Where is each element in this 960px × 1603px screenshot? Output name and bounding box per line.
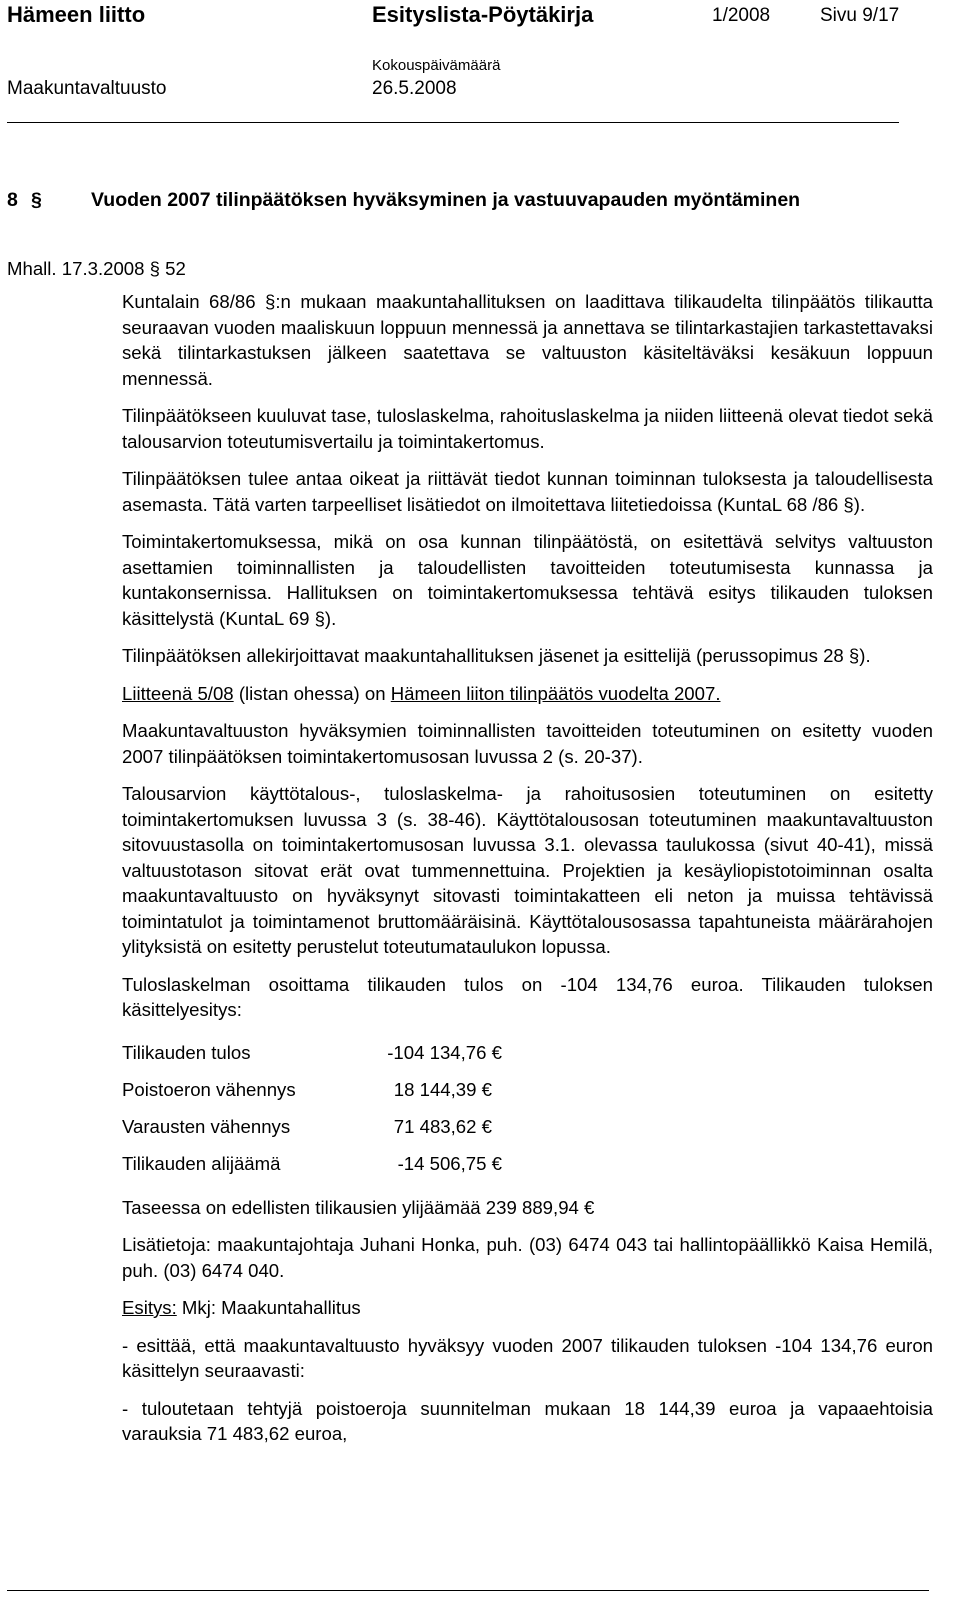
paragraph: Talousarvion käyttötalous-, tuloslaskelma- ja rahoitusosien toteutuminen on esitetty toimintakertomuksen luvussa 3 (s. 38-46). Käyttötalousosan toteutuminen maakuntavaltuuston sitovuustasolla on toimintakertomusosan luvussa 3.1. olevassa taulukossa (sivut 40-41), missä valtuustotason sitovat erät ovat tummennettuina. Projektien ja kesäyliopistotoiminnan osalta maakuntavaltuusto on hyväksynyt sitovasti toimintakatteen eli neton ja muissa tehtävissä toimintatulot ja toimintamenot bruttomääräisinä. Käyttötalousosassa tapahtuneista määrärahojen ylityksistä on esitetty perustelut toteutumataulukon lopussa. [122, 783, 933, 957]
amount-label: Tilikauden tulos [122, 1042, 251, 1064]
table-row [122, 1146, 933, 1183]
document-body [122, 289, 933, 1459]
body-name: Maakuntavaltuusto [7, 78, 167, 99]
document-type: Esityslista-Pöytäkirja [372, 2, 594, 27]
table-row [122, 1035, 933, 1072]
header-divider [7, 122, 899, 123]
paragraph: Tilinpäätöksen allekirjoittavat maakuntahallituksen jäsenet ja esittelijä (perussopimus 28 §). [122, 645, 871, 666]
amount-value: 18 144,39 € [393, 1079, 492, 1101]
section-heading [7, 188, 800, 214]
paragraph: Kuntalain 68/86 §:n mukaan maakuntahallituksen on laadittava tilikaudelta tilinpäätös tilikautta seuraavan vuoden maaliskuun loppuun mennessä ja annettava se tilintarkastajien tarkastettavaksi sekä tilintarkastuksen jälkeen saatettava se valtuuston käsiteltäväksi kesäkuun loppuun mennessä. [122, 291, 933, 389]
section-number: 8 [7, 189, 18, 211]
amount-value: -14 506,75 € [397, 1153, 502, 1175]
footer-divider [7, 1590, 929, 1591]
amount-value: 71 483,62 € [393, 1116, 492, 1138]
section-title: Vuoden 2007 tilinpäätöksen hyväksyminen ja vastuuvapauden myöntäminen [91, 189, 801, 211]
organization-name: Hämeen liitto [7, 2, 146, 27]
attachment-document-link[interactable]: Hämeen liiton tilinpäätös vuodelta 2007. [390, 682, 721, 704]
meeting-date: 26.5.2008 [372, 78, 457, 99]
page-number: Sivu 9/17 [820, 5, 900, 26]
attachment-link[interactable]: Liitteenä 5/08 [122, 682, 234, 704]
amount-label: Tilikauden alijäämä [122, 1153, 281, 1175]
table-row [122, 1072, 933, 1109]
paragraph: Tilinpäätökseen kuuluvat tase, tuloslaskelma, rahoituslaskelma ja niiden liitteenä olevat tiedot sekä talousarvion toteutumisvertailu ja toimintakertomus. [122, 405, 933, 452]
paragraph: Tilinpäätöksen tulee antaa oikeat ja riittävät tiedot kunnan toiminnan tuloksesta ja taloudellisesta asemasta. Tätä varten tarpeelliset lisätiedot on ilmoitettava liitetiedoissa (KuntaL 68 /86 §). [122, 468, 933, 515]
attachment-middle: (listan ohessa) on [233, 682, 391, 704]
meeting-date-label: Kokouspäivämäärä [372, 57, 501, 74]
result-table [122, 1035, 933, 1183]
paragraph: Maakuntavaltuuston hyväksymien toiminnallisten tavoitteiden toteutuminen on esitetty vuoden 2007 tilinpäätöksen toimintakertomusosan luvussa 2 (s. 20-37). [122, 720, 933, 767]
issue-number: 1/2008 [712, 5, 771, 26]
paragraph: Tuloslaskelman osoittama tilikauden tulos on -104 134,76 euroa. Tilikauden tuloksen käsittelyesitys: [122, 973, 933, 1020]
proposal-subitem: - tuloutetaan tehtyjä poistoeroja suunnitelman mukaan 18 144,39 euroa ja vapaaehtoisia varauksia 71 483,62 euroa, [122, 1397, 933, 1444]
attachment-paragraph [122, 681, 933, 707]
amount-label: Poistoeron vähennys [122, 1079, 296, 1101]
amount-value: -104 134,76 € [387, 1042, 502, 1064]
proposal-presenter: Mkj: Maakuntahallitus [176, 1297, 361, 1318]
section-symbol: § [31, 189, 42, 211]
proposal-item: - esittää, että maakuntavaltuusto hyväksyy vuoden 2007 tilikauden tuloksen -104 134,76 euron käsittelyn seuraavasti: [122, 1334, 933, 1381]
table-row [122, 1109, 933, 1146]
contact-info: Lisätietoja: maakuntajohtaja Juhani Honka, puh. (03) 6474 043 tai hallintopäällikkö Kaisa Hemilä, puh. (03) 6474 040. [122, 1234, 933, 1281]
proposal-label: Esitys: [122, 1297, 177, 1318]
proposal-heading [122, 1295, 933, 1321]
section-reference: Mhall. 17.3.2008 § 52 [7, 258, 186, 279]
paragraph: Toimintakertomuksessa, mikä on osa kunnan tilinpäätöstä, on esitettävä selvitys valtuuston asettamien toiminnallisten ja taloudellisten tavoitteiden toteutumisesta kunnassa ja kuntakonsernissa. Hallituksen on toimintakertomuksessa tehtävä esitys tilikauden tuloksen käsittelystä (KuntaL 69 §). [122, 531, 933, 629]
surplus-line: Taseessa on edellisten tilikausien ylijäämää 239 889,94 € [122, 1196, 595, 1218]
amount-label: Varausten vähennys [122, 1116, 291, 1138]
